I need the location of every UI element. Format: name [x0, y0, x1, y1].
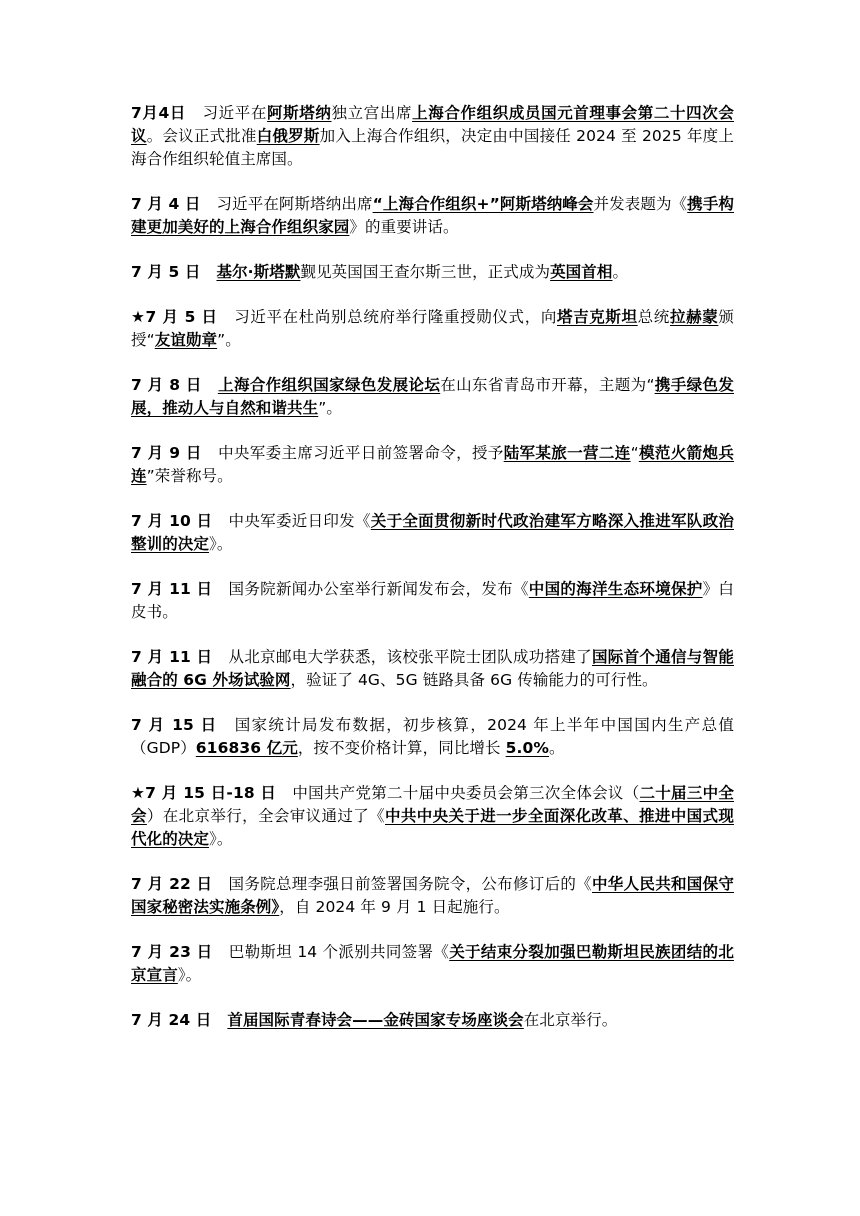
- event-text: 国家统计局发布数据，初步核算，2024 年上半年中国国内生产总值（GDP）: [131, 716, 735, 757]
- highlighted-keyword: 拉赫蒙: [669, 308, 719, 326]
- event-entry: [131, 782, 734, 851]
- highlighted-keyword: 616836 亿元: [195, 739, 298, 757]
- event-entry: [131, 578, 734, 624]
- highlighted-keyword: 上海合作组织国家绿色发展论坛: [217, 376, 441, 394]
- event-entry: [131, 306, 734, 352]
- highlighted-keyword: 友谊勋章: [154, 331, 218, 349]
- event-text: 国务院新闻办公室举行新闻发布会，发布《: [228, 580, 529, 598]
- event-text: 习近平在杜尚别总统府举行隆重授勋仪式，向: [233, 308, 557, 326]
- event-date: ★7 月 5 日: [131, 308, 218, 326]
- event-entry: [131, 873, 734, 919]
- event-text: ，自 2024 年 9 月 1 日起施行。: [279, 898, 510, 916]
- highlighted-keyword: 模范火箭炮兵连: [131, 444, 734, 485]
- highlighted-keyword: 陆军某旅一营二连: [503, 444, 631, 462]
- highlighted-keyword: 塔吉克斯坦: [556, 308, 638, 326]
- document-page: [131, 102, 734, 1054]
- event-text: ）在北京举行，全会审议通过了《: [146, 807, 385, 825]
- event-text: 从北京邮电大学获悉，该校张平院士团队成功搭建了: [228, 648, 592, 666]
- highlighted-keyword: 中国的海洋生态环境保护: [528, 580, 703, 598]
- event-text: 。: [612, 263, 629, 281]
- event-text: 在北京举行。: [523, 1011, 618, 1029]
- event-text: 国务院总理李强日前签署国务院令，公布修订后的《: [228, 875, 592, 893]
- event-date: 7 月 9 日: [131, 444, 202, 462]
- event-text: 中国共产党第二十届中央委员会第三次全体会议（: [292, 784, 640, 802]
- event-date: 7 月 24 日: [131, 1011, 212, 1029]
- highlighted-keyword: 国际首个通信与智能融合的 6G 外场试验网: [131, 648, 735, 689]
- event-text: 在山东省青岛市开幕，主题为“: [440, 376, 655, 394]
- event-entry: [131, 193, 734, 239]
- event-text: 习近平在阿斯塔纳出席: [216, 195, 373, 213]
- event-text: 加入上海合作组织，决定由中国接任 2024 至 2025 年度上海合作组织轮值主席国。: [131, 127, 734, 168]
- event-entry: [131, 941, 734, 987]
- highlighted-keyword: 5.0%: [505, 739, 550, 757]
- event-text: 颁授“: [131, 308, 734, 349]
- event-text: ”。: [318, 399, 342, 417]
- event-text: 》。: [209, 535, 233, 553]
- highlighted-keyword: 阿斯塔纳: [267, 104, 332, 122]
- event-date: 7 月 10 日: [131, 512, 213, 530]
- highlighted-keyword: “上海合作组织+”阿斯塔纳峰会: [372, 195, 594, 213]
- highlighted-keyword: 中共中央关于进一步全面深化改革、推进中国式现代化的决定: [131, 807, 734, 848]
- event-date: 7 月 8 日: [131, 376, 202, 394]
- highlighted-keyword: 首届国际青春诗会——金砖国家专场座谈会: [227, 1011, 524, 1029]
- event-date: 7 月 4 日: [131, 195, 201, 213]
- event-text: 。会议正式批准: [146, 127, 257, 145]
- event-text: ”。: [217, 331, 241, 349]
- highlighted-keyword: 上海合作组织成员国元首理事会第二十四次会议: [131, 104, 734, 145]
- event-text: “: [630, 444, 639, 462]
- event-entry: [131, 374, 734, 420]
- highlighted-keyword: 英国首相: [550, 263, 613, 281]
- event-text: 总统: [637, 308, 670, 326]
- event-text: 中央军委主席习近平日前签署命令，授予: [217, 444, 504, 462]
- event-text: 》白皮书。: [131, 580, 734, 621]
- event-date: 7 月 23 日: [131, 943, 213, 961]
- event-text: 》的重要讲话。: [349, 218, 459, 236]
- event-date: 7月4日: [131, 104, 187, 122]
- event-date: ★7 月 15 日-18 日: [131, 784, 277, 802]
- event-text: ”荣誉称号。: [146, 467, 233, 485]
- event-text: 觐见英国国王查尔斯三世，正式成为: [300, 263, 551, 281]
- highlighted-keyword: 关于结束分裂加强巴勒斯坦民族团结的北京宣言: [131, 943, 734, 984]
- event-entry: [131, 1009, 734, 1032]
- highlighted-keyword: 白俄罗斯: [256, 127, 320, 145]
- event-entry: [131, 442, 734, 488]
- event-entry: [131, 646, 734, 692]
- event-date: 7 月 11 日: [131, 648, 213, 666]
- highlighted-keyword: 携手构建更加美好的上海合作组织家园: [131, 195, 734, 236]
- event-entry: [131, 102, 734, 171]
- event-text: 》。: [177, 966, 202, 984]
- event-text: 习近平在: [202, 104, 268, 122]
- event-date: 7 月 5 日: [131, 263, 201, 281]
- event-entry: [131, 510, 734, 556]
- event-text: 。: [549, 739, 565, 757]
- event-entry: [131, 714, 734, 760]
- event-text: ，按不变价格计算，同比增长: [297, 739, 506, 757]
- event-date: 7 月 11 日: [131, 580, 213, 598]
- highlighted-keyword: 二十届三中全会: [131, 784, 734, 825]
- event-text: ，验证了 4G、5G 链路具备 6G 传输能力的可行性。: [290, 671, 658, 689]
- highlighted-keyword: 中华人民共和国保守国家秘密法实施条例》: [131, 875, 735, 916]
- event-text: 并发表题为《: [593, 195, 688, 213]
- highlighted-keyword: 携手绿色发展，推动人与自然和谐共生: [131, 376, 734, 417]
- highlighted-keyword: 关于全面贯彻新时代政治建军方略深入推进军队政治整训的决定: [131, 512, 735, 553]
- event-text: 巴勒斯坦 14 个派别共同签署《: [228, 943, 450, 961]
- event-text: 独立宫出席: [331, 104, 413, 122]
- event-date: 7 月 15 日: [131, 716, 218, 734]
- event-text: 中央军委近日印发《: [228, 512, 371, 530]
- event-date: 7 月 22 日: [131, 875, 213, 893]
- event-text: 》。: [209, 830, 233, 848]
- highlighted-keyword: 基尔·斯塔默: [216, 263, 301, 281]
- event-entry: [131, 261, 734, 284]
